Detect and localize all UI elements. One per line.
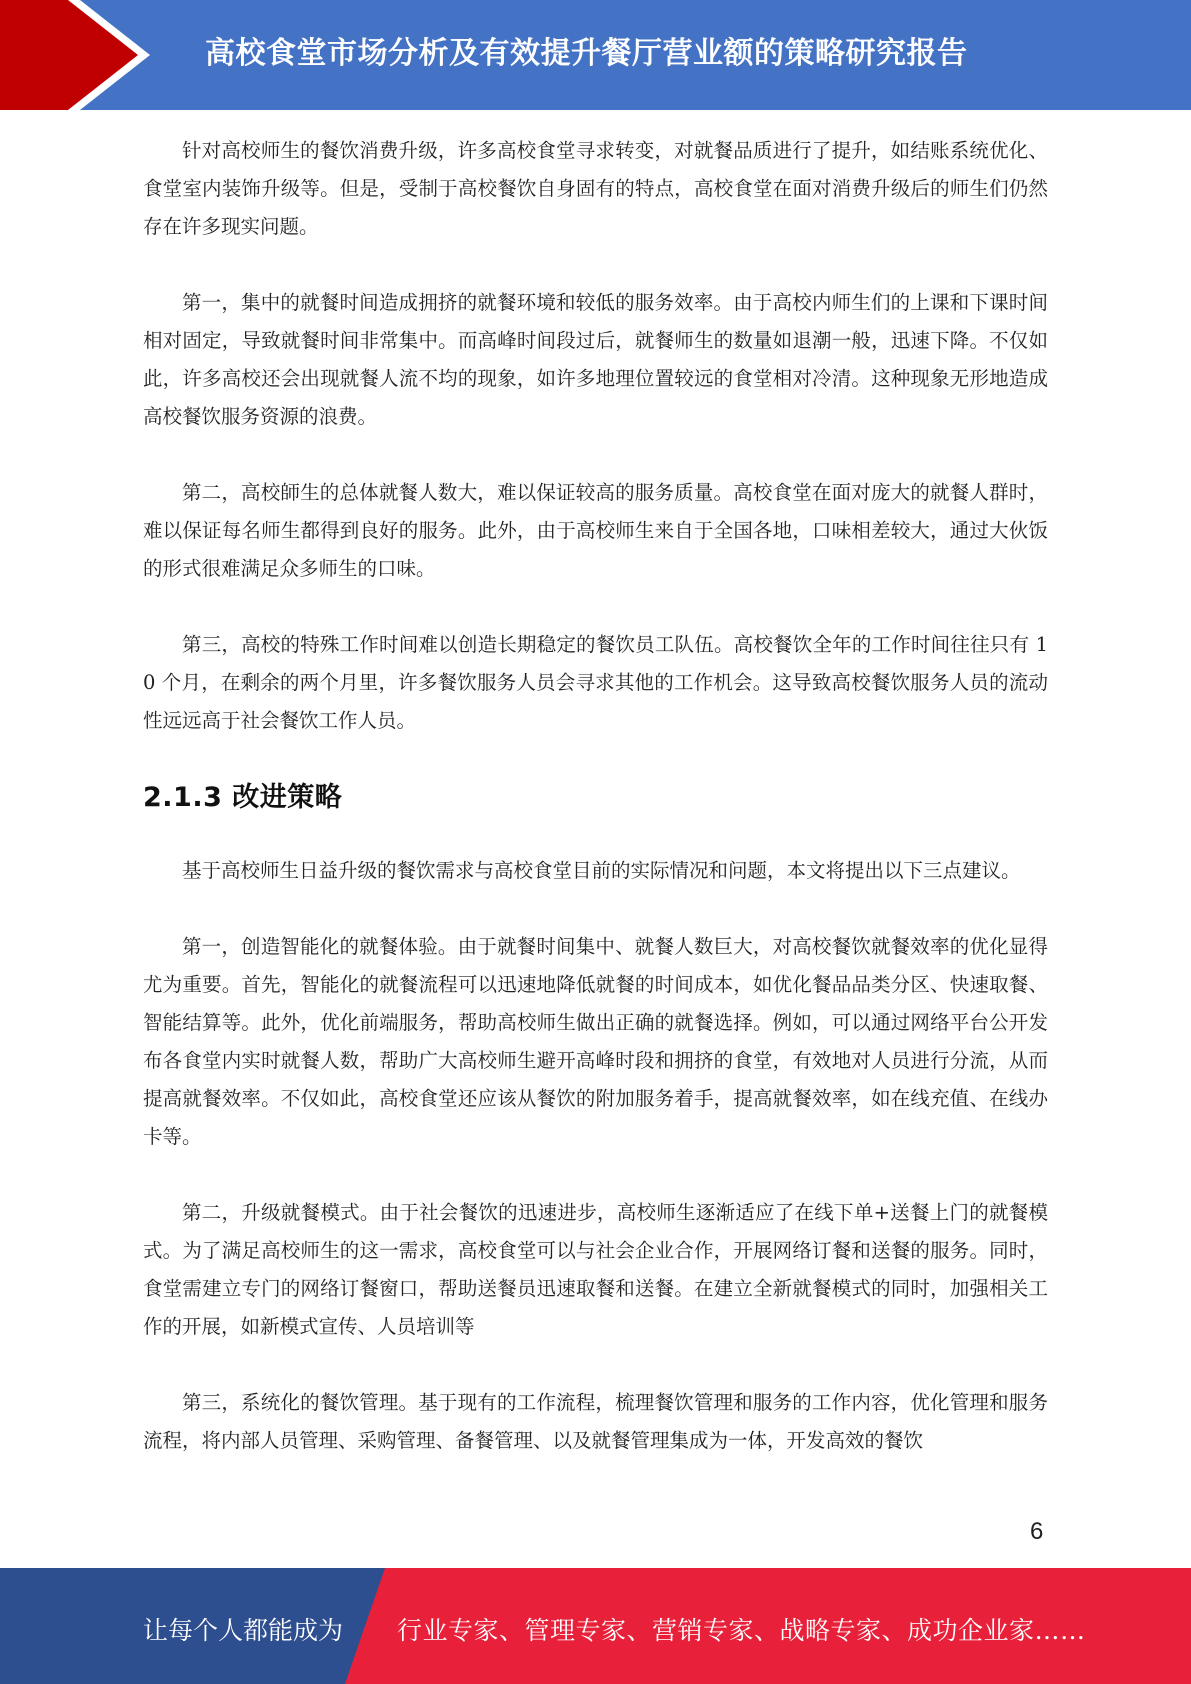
paragraph-strategy-3: 第三，系统化的餐饮管理。基于现有的工作流程，梳理餐饮管理和服务的工作内容，优化管理和服务流程，将内部人员管理、采购管理、备餐管理、以及就餐管理集成为一体，开发高效的餐饮 [143,1391,1048,1452]
page-number: 6 [1030,1518,1044,1545]
header-banner [0,0,1191,110]
page-content [143,132,1048,1460]
footer-slogan-right: 行业专家、管理专家、营销专家、战略专家、成功企业家…… [397,1616,1086,1645]
footer-slogan-left: 让每个人都能成为 [143,1616,344,1645]
paragraph-strategy-1: 第一，创造智能化的就餐体验。由于就餐时间集中、就餐人数巨大，对高校餐饮就餐效率的优化显得尤为重要。首先，智能化的就餐流程可以迅速地降低就餐的时间成本，如优化餐品品类分区、快速取餐、智能结算等。此外，优化前端服务，帮助高校师生做出正确的就餐选择。例如，可以通过网络平台公开发布各食堂内实时就餐人数，帮助广大高校师生避开高峰时段和拥挤的食堂，有效地对人员进行分流，从而提高就餐效率。不仅如此，高校食堂还应该从餐饮的附加服务着手，提高就餐效率，如在线充值、在线办卡等。 [143,935,1048,1148]
footer-banner [0,1568,1191,1684]
paragraph-strategy-intro: 基于高校师生日益升级的餐饮需求与高校食堂目前的实际情况和问题，本文将提出以下三点建议。 [182,859,1021,882]
paragraph-strategy-2: 第二，升级就餐模式。由于社会餐饮的迅速进步，高校师生逐渐适应了在线下单+送餐上门的就餐模式。为了满足高校师生的这一需求，高校食堂可以与社会企业合作，开展网络订餐和送餐的服务。同时，食堂需建立专门的网络订餐窗口，帮助送餐员迅速取餐和送餐。在建立全新就餐模式的同时，加强相关工作的开展，如新模式宣传、人员培训等 [143,1201,1048,1338]
paragraph-problem-1: 第一，集中的就餐时间造成拥挤的就餐环境和较低的服务效率。由于高校内师生们的上课和下课时间相对固定，导致就餐时间非常集中。而高峰时间段过后，就餐师生的数量如退潮一般，迅速下降。不仅如此，许多高校还会出现就餐人流不均的现象，如许多地理位置较远的食堂相对冷清。这种现象无形地造成高校餐饮服务资源的浪费。 [143,291,1048,428]
paragraph-intro: 针对高校师生的餐饮消费升级，许多高校食堂寻求转变，对就餐品质进行了提升，如结账系统优化、食堂室内装饰升级等。但是，受制于高校餐饮自身固有的特点，高校食堂在面对消费升级后的师生们仍然存在许多现实问题。 [143,139,1048,238]
section-heading: 2.1.3 改进策略 [143,782,343,813]
report-title: 高校食堂市场分析及有效提升餐厅营业额的策略研究报告 [205,36,968,71]
paragraph-problem-2: 第二，高校師生的总体就餐人数大，难以保证较高的服务质量。高校食堂在面对庞大的就餐人群时，难以保证每名师生都得到良好的服务。此外，由于高校师生来自于全国各地，口味相差较大，通过大伙饭的形式很难满足众多师生的口味。 [143,481,1048,580]
paragraph-problem-3: 第三，高校的特殊工作时间难以创造长期稳定的餐饮员工队伍。高校餐饮全年的工作时间往往只有 10 个月，在剩余的两个月里，许多餐饮服务人员会寻求其他的工作机会。这导致高校餐饮服务人员的流动性远远高于社会餐饮工作人员。 [143,633,1048,732]
